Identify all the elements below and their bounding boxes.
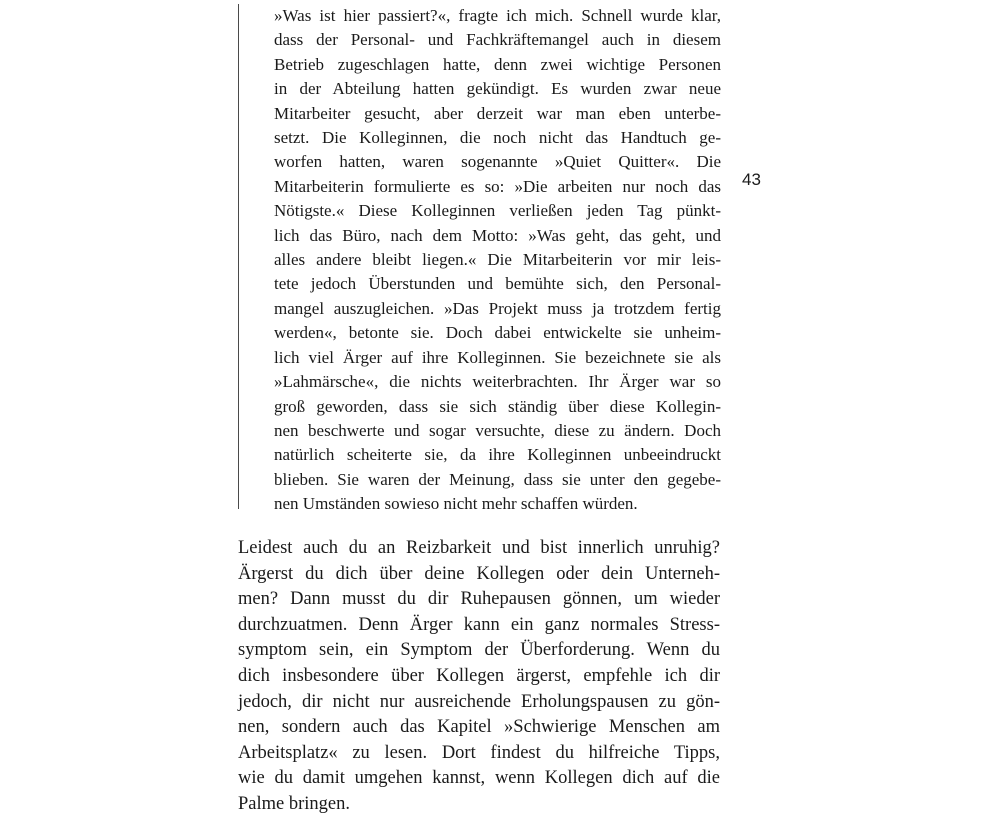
quote-line: alles andere bleibt liegen.« Die Mitarbeiterin vor mir leis-: [274, 250, 721, 270]
quote-block: [238, 4, 721, 514]
body-line: durchzuatmen. Denn Ärger kann ein ganz normales Stress-: [238, 614, 720, 635]
body-line: jedoch, dir nicht nur ausreichende Erholungspausen zu gön-: [238, 691, 720, 712]
quote-line: Nötigste.« Diese Kolleginnen verließen jeden Tag pünkt-: [274, 201, 721, 221]
body-line: Palme bringen.: [238, 793, 351, 814]
quote-line: lich das Büro, nach dem Motto: »Was geht, das geht, und: [274, 225, 721, 245]
quote-line: mangel auszugleichen. »Das Projekt muss ja trotzdem fertig: [274, 298, 721, 318]
quote-line: nen Umständen sowieso nicht mehr schaffen würden.: [274, 494, 638, 514]
quote-line: groß geworden, dass sie sich ständig über diese Kollegin-: [274, 396, 721, 416]
quote-line: blieben. Sie waren der Meinung, dass sie unter den gegebe-: [274, 469, 721, 489]
quote-line: Betrieb zugeschlagen hatte, denn zwei wichtige Personen: [274, 54, 721, 74]
quote-line: dass der Personal- und Fachkräftemangel auch in diesem: [274, 30, 721, 50]
body-line: symptom sein, ein Symptom der Überforderung. Wenn du: [238, 640, 720, 661]
body-paragraph: [238, 536, 720, 818]
page-number: 43: [742, 170, 761, 189]
quote-line: Mitarbeiter gesucht, aber derzeit war man eben unterbe-: [274, 103, 721, 123]
quote-line: werden«, betonte sie. Doch dabei entwickelte sie unheim-: [274, 323, 721, 343]
body-line: nen, sondern auch das Kapitel »Schwierige Menschen am: [238, 717, 720, 738]
quote-line: Mitarbeiterin formulierte es so: »Die arbeiten nur noch das: [274, 176, 721, 196]
body-line: Arbeitsplatz« zu lesen. Dort findest du hilfreiche Tipps,: [238, 742, 720, 763]
body-line: wie du damit umgehen kannst, wenn Kollegen dich auf die: [238, 768, 720, 789]
quote-line: tete jedoch Überstunden und bemühte sich, den Personal-: [274, 274, 721, 294]
body-line: Ärgerst du dich über deine Kollegen oder dein Unterneh-: [238, 563, 720, 584]
quote-line: worfen hatten, waren sogenannte »Quiet Quitter«. Die: [274, 152, 721, 172]
body-line: men? Dann musst du dir Ruhepausen gönnen, um wieder: [238, 589, 720, 610]
quote-line: in der Abteilung hatten gekündigt. Es wurden zwar neue: [274, 79, 721, 99]
body-line: Leidest auch du an Reizbarkeit und bist innerlich unruhig?: [238, 538, 720, 558]
quote-line: »Lahmärsche«, die nichts weiterbrachten. Ihr Ärger war so: [274, 372, 721, 392]
quote-line: lich viel Ärger auf ihre Kolleginnen. Sie bezeichnete sie als: [274, 347, 721, 367]
quote-line: nen beschwerte und sogar versuchte, diese zu ändern. Doch: [274, 420, 721, 440]
body-line: dich insbesondere über Kollegen ärgerst, empfehle ich dir: [238, 665, 720, 686]
quote-line: setzt. Die Kolleginnen, die noch nicht das Handtuch ge-: [274, 128, 721, 148]
quote-line: natürlich scheiterte sie, da ihre Kolleginnen unbeeindruckt: [274, 445, 721, 465]
quote-line: »Was ist hier passiert?«, fragte ich mich. Schnell wurde klar,: [274, 6, 721, 25]
